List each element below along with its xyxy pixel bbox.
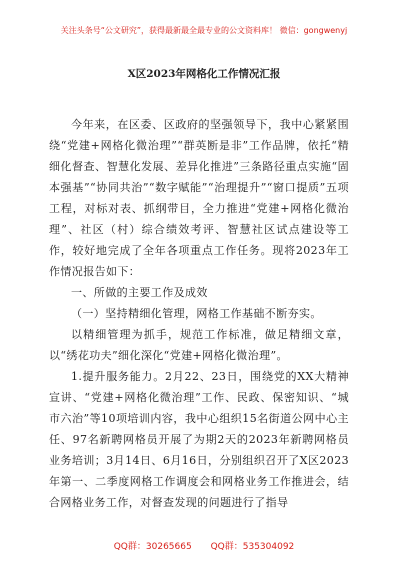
paragraph-management: 以精细管理为抓手，规范工作标准，做足精细文章，以“绣花功夫”细化深化“党建+网格化微治理”。 — [49, 328, 349, 362]
footer-qq-group-1: QQ群：30265665 — [113, 542, 192, 552]
header-promo-note: 关注头条号“公文研究”，获得最新最全最专业的公文资料库！ 微信：gongwenyj — [60, 26, 348, 35]
footer-contact — [0, 539, 408, 552]
section-heading: 一、所做的主要工作及成效 — [71, 286, 208, 299]
document-body — [49, 114, 349, 513]
paragraph-intro: 今年来，在区委、区政府的坚强领导下，我中心紧紧围绕“党建+网格化微治理”“群英断是非”工作品牌，依托“精细化督查、智慧化发展、差异化推进”三条路径重点实施“固本强基”“协同共治”“数字赋能”“治理提升”“窗口提质”五项工程，对标对表、抓纲带目，全力推进“党建+网格化微治理”、社区（村）综合绩效考评、智慧社区试点建设等工作，较好地完成了全年各项重点工作任务。现将2023年工作情况报告如下： — [49, 118, 349, 278]
document-title: X区2023年网格化工作情况汇报 — [127, 68, 281, 80]
paragraph-service: 1.提升服务能力。2月22、23日，围绕党的XX大精神宣讲、“党建+网格化微治理”工作、民政、保密知识、“城市六治”等10项培训内容，我中心组织15名街道公网中心主任、97名新聘网格员开展了为期2天的2023年新聘网格员业务培训；3月14日、6月16日，分别组织召开了X区2023年第一、二季度网格工作调度会和网格业务工作推进会，结合网格业务工作，对督查发现的问题进行了指导 — [49, 370, 349, 509]
footer-qq-group-2: QQ群：535304092 — [210, 542, 295, 552]
subsection-heading: （一）坚持精细化管理，网格工作基础不断夯实。 — [71, 307, 322, 320]
